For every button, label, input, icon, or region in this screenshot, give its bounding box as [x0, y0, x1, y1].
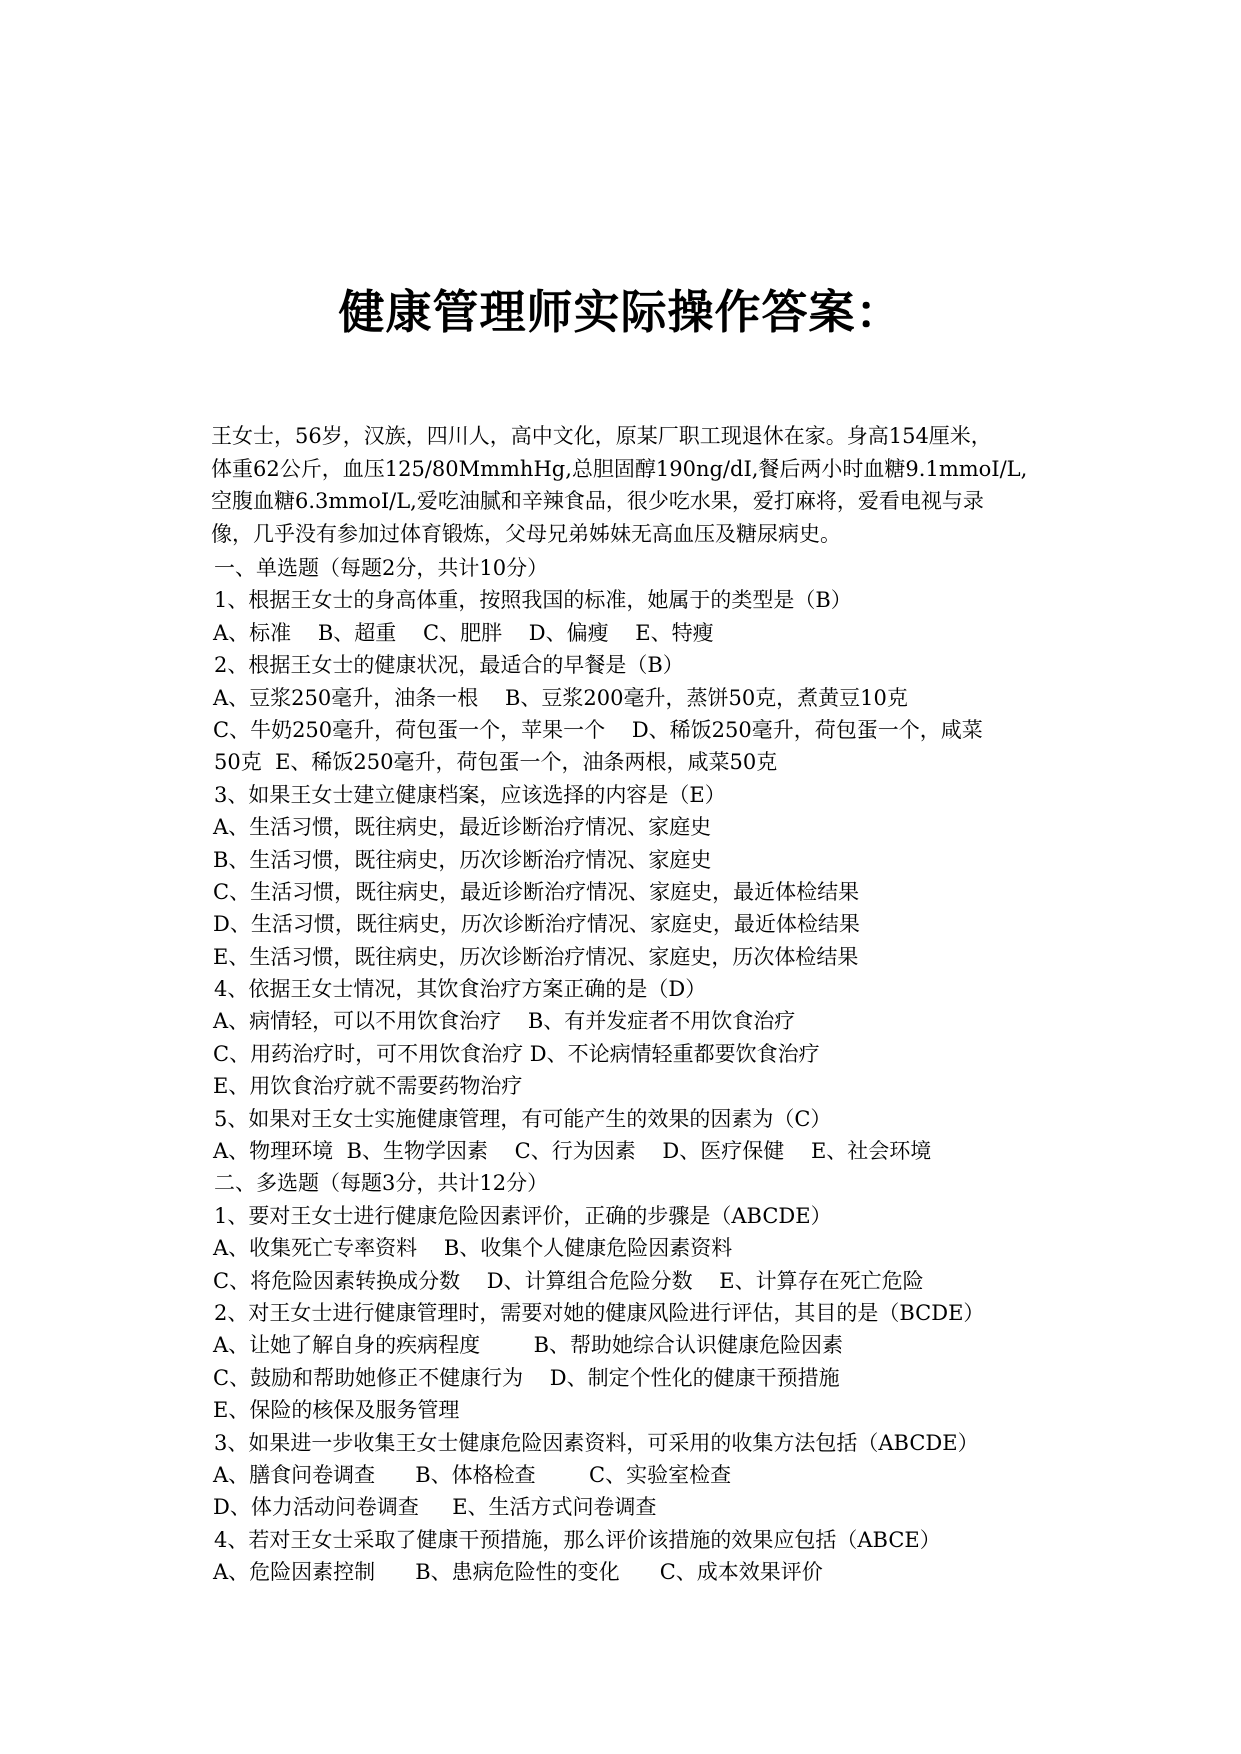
- answer-options: A、物理环境 B、生物学因素 C、行为因素 D、医疗保健 E、社会环境: [213, 1139, 932, 1164]
- answer-options: 50克 E、稀饭250毫升，荷包蛋一个，油条两根，咸菜50克: [214, 750, 778, 775]
- question-text: 1、要对王女士进行健康危险因素评价，正确的步骤是（ABCDE）: [214, 1203, 832, 1228]
- case-line: 王女士，56岁，汉族，四川人，高中文化，原某厂职工现退休在家。身高154厘米，: [211, 424, 992, 448]
- answer-option: C、生活习惯，既往病史，最近诊断治疗情况、家庭史，最近体检结果: [213, 879, 860, 904]
- case-line: 体重62公斤，血压125/80MmmhHg,总胆固醇190ng/dI,餐后两小时血糖9.1mmoI/L,: [211, 456, 1028, 481]
- case-line: 像，几乎没有参加过体育锻炼，父母兄弟姊妹无高血压及糖尿病史。: [211, 521, 841, 546]
- question-text: 4、依据王女士情况，其饮食治疗方案正确的是（D）: [214, 977, 707, 1002]
- question-text: 2、对王女士进行健康管理时，需要对她的健康风险进行评估，其目的是（BCDE）: [214, 1300, 985, 1325]
- answer-options: A、豆浆250毫升，油条一根 B、豆浆200毫升，蒸饼50克，煮黄豆10克: [213, 685, 908, 710]
- question-text: 5、如果对王女士实施健康管理，有可能产生的效果的因素为（C）: [214, 1106, 832, 1131]
- answer-options: A、病情轻，可以不用饮食治疗 B、有并发症者不用饮食治疗: [213, 1009, 796, 1034]
- answer-option: B、生活习惯，既往病史，历次诊断治疗情况、家庭史: [213, 847, 712, 872]
- question-text: 1、根据王女士的身高体重，按照我国的标准，她属于的类型是（B）: [214, 588, 852, 613]
- document-title: 健康管理师实际操作答案：: [338, 285, 903, 339]
- answer-options: D、体力活动问卷调查 E、生活方式问卷调查: [213, 1495, 657, 1520]
- answer-option: E、用饮食治疗就不需要药物治疗: [213, 1074, 523, 1099]
- section-heading: 二、多选题（每题3分，共计12分）: [214, 1171, 549, 1196]
- answer-options: A、收集死亡专率资料 B、收集个人健康危险因素资料: [213, 1236, 733, 1261]
- answer-options: C、鼓励和帮助她修正不健康行为 D、制定个性化的健康干预措施: [213, 1365, 840, 1390]
- answer-options: A、标准 B、超重 C、肥胖 D、偏瘦 E、特瘦: [213, 620, 714, 645]
- case-line: 空腹血糖6.3mmoI/L,爱吃油腻和辛辣食品，很少吃水果，爱打麻将，爱看电视与录: [211, 489, 984, 513]
- answer-option: A、生活习惯，既往病史，最近诊断治疗情况、家庭史: [213, 815, 712, 840]
- question-text: 3、如果进一步收集王女士健康危险因素资料，可采用的收集方法包括（ABCDE）: [214, 1430, 979, 1455]
- question-text: 4、若对王女士采取了健康干预措施，那么评价该措施的效果应包括（ABCE）: [214, 1527, 941, 1552]
- answer-options: C、牛奶250毫升，荷包蛋一个，苹果一个 D、稀饭250毫升，荷包蛋一个，咸菜: [213, 717, 983, 742]
- question-text: 3、如果王女士建立健康档案，应该选择的内容是（E）: [214, 782, 726, 807]
- case-description: [211, 420, 1131, 550]
- question-text: 2、根据王女士的健康状况，最适合的早餐是（B）: [214, 653, 684, 678]
- answer-options: A、膳食问卷调查 B、体格检查 C、实验室检查: [213, 1462, 732, 1487]
- answer-options: A、危险因素控制 B、患病危险性的变化 C、成本效果评价: [213, 1560, 823, 1585]
- answer-option: E、保险的核保及服务管理: [213, 1398, 460, 1423]
- answer-options: C、将危险因素转换成分数 D、计算组合危险分数 E、计算存在死亡危险: [213, 1268, 924, 1293]
- section-heading: 一、单选题（每题2分，共计10分）: [214, 556, 549, 580]
- answer-option: E、生活习惯，既往病史，历次诊断治疗情况、家庭史，历次体检结果: [213, 944, 859, 969]
- answer-option: D、生活习惯，既往病史，历次诊断治疗情况、家庭史，最近体检结果: [213, 912, 860, 937]
- answer-options: A、让她了解自身的疾病程度 B、帮助她综合认识健康危险因素: [213, 1333, 843, 1358]
- question-list: [214, 552, 1134, 1589]
- answer-options: C、用药治疗时，可不用饮食治疗 D、不论病情轻重都要饮食治疗: [213, 1041, 820, 1066]
